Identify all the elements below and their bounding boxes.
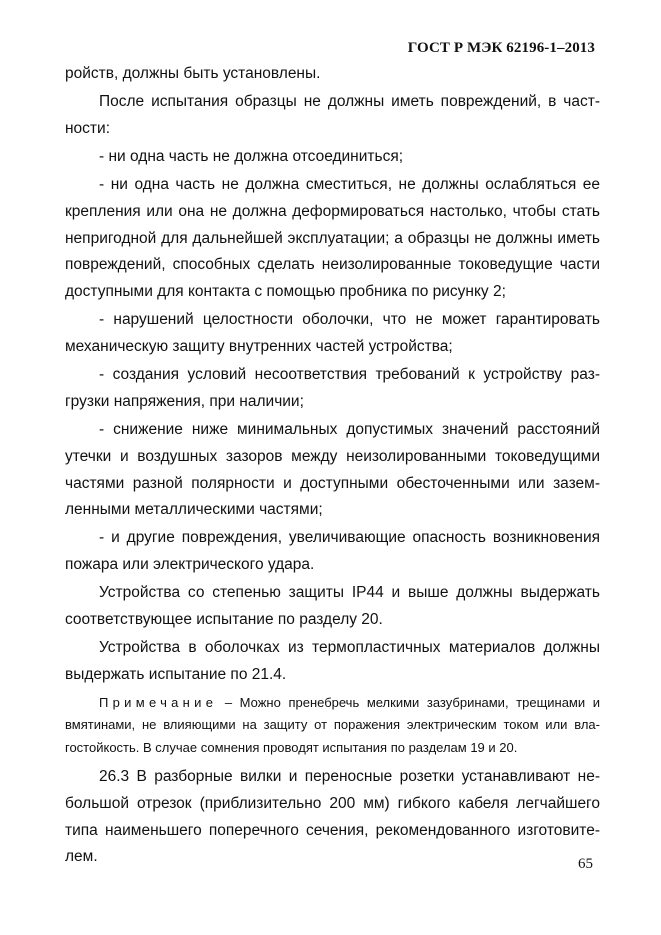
list-item: - снижение ниже минимальных допустимых значений расстояний утечки и воздушных зазоров между неизолированными токоведущими частями разной полярности и доступными обесточенными или заземленными металлическими частями; xyxy=(65,421,600,519)
note xyxy=(65,692,600,760)
note-text: – Можно пренебречь мелкими зазубринами, трещинами и вмятинами, не влияющими на защиту от поражения электрическим током или влагостойкость. В случае сомнения проводят испытания по разделам 19 и 20. xyxy=(65,694,600,755)
list-item: - ни одна часть не должна отсоединиться; xyxy=(99,148,404,166)
paragraph-thermoplastic: Устройства в оболочках из термопластичных материалов должны выдержать испытание по 21.4. xyxy=(65,639,600,683)
note-label: Примечание xyxy=(99,694,218,710)
page-body xyxy=(65,61,600,872)
paragraph-26-3: 26.3 В разборные вилки и переносные розетки устанавливают небольшой отрезок (приблизительно 200 мм) гибкого кабеля легчайшего типа наименьшего поперечного сечения, рекомендованного изготовителем. xyxy=(65,768,600,866)
paragraph-continuation: ройств, должны быть установлены. xyxy=(65,65,321,82)
list-item: - создания условий несоответствия требований к устройству разгрузки напряжения, при наличии; xyxy=(65,366,600,410)
list-item: - и другие повреждения, увеличивающие опасность возникновения пожара или электрического удара. xyxy=(65,529,600,574)
paragraph-after-test: После испытания образцы не должны иметь повреждений, в частности: xyxy=(65,93,600,137)
page-number: 65 xyxy=(578,856,593,872)
list-item: - ни одна часть не должна сместиться, не должны ослабляться ее крепления или она не должна деформироваться настолько, чтобы стать непригодной для дальнейшей эксплуатации; а образцы не должны иметь повреждений, способных сделать неизолированные токоведущие части доступными для контакта с помощью пробника по рисунку 2; xyxy=(65,176,600,301)
list-item: - нарушений целостности оболочки, что не может гарантировать механическую защиту внутренних частей устройства; xyxy=(65,311,600,356)
paragraph-ip44: Устройства со степенью защиты IP44 и выше должны выдержать соответствующее испытание по разделу 20. xyxy=(65,584,600,629)
standard-header: ГОСТ Р МЭК 62196-1–2013 xyxy=(407,40,595,56)
